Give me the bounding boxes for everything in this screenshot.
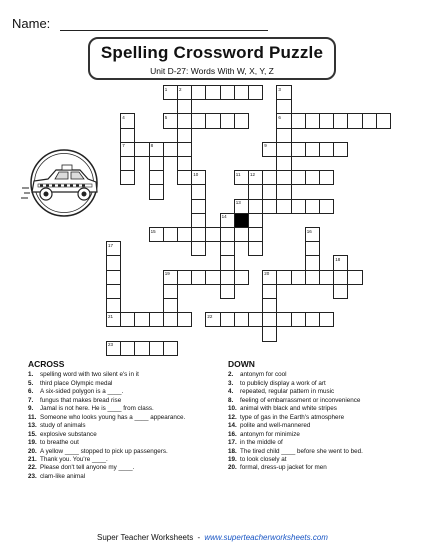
crossword-cell[interactable]: [234, 85, 249, 100]
crossword-cell[interactable]: [177, 227, 192, 242]
crossword-cell[interactable]: [191, 241, 206, 256]
footer-separator: -: [197, 533, 201, 542]
crossword-cell[interactable]: [234, 270, 249, 285]
clue-number-label: 10: [193, 171, 199, 177]
crossword-cell[interactable]: [291, 270, 306, 285]
name-line[interactable]: [60, 30, 268, 31]
crossword-cell[interactable]: [291, 312, 306, 327]
crossword-cell[interactable]: [305, 227, 320, 242]
crossword-cell[interactable]: [276, 142, 291, 157]
crossword-cell[interactable]: [205, 227, 220, 242]
clue-number: 20.: [28, 447, 37, 455]
clue-text: explosive substance: [40, 430, 97, 438]
clue-number: 19.: [228, 455, 237, 463]
crossword-cell[interactable]: [262, 284, 277, 299]
crossword-cell[interactable]: [220, 213, 235, 228]
down-clue: [228, 405, 363, 413]
crossword-cell[interactable]: [220, 312, 235, 327]
clue-number-label: 21: [108, 313, 114, 319]
crossword-cell[interactable]: [191, 85, 206, 100]
clue-text: A six-sided polygon is a ____.: [40, 388, 124, 396]
clue-number-label: 7: [122, 143, 125, 149]
clue-number-label: 13: [235, 200, 241, 206]
clue-number-label: 16: [306, 228, 312, 234]
crossword-cell[interactable]: [177, 270, 192, 285]
clue-text: to look closely at: [240, 455, 287, 463]
crossword-cell[interactable]: [220, 85, 235, 100]
clue-number: 9.: [28, 405, 34, 413]
crossword-cell[interactable]: [177, 142, 192, 157]
across-clue: [28, 439, 185, 447]
crossword-cell[interactable]: [106, 255, 121, 270]
across-clues: [28, 360, 185, 481]
clue-number: 3.: [228, 379, 234, 387]
clue-number-label: 23: [108, 342, 114, 348]
crossword-cell[interactable]: [248, 227, 263, 242]
clue-number-label: 11: [235, 171, 241, 177]
across-heading: ACROSS: [28, 359, 65, 369]
crossword-cell[interactable]: [149, 341, 164, 356]
clue-number: 14.: [228, 422, 237, 430]
clue-number: 6.: [28, 388, 34, 396]
crossword-cell[interactable]: [248, 312, 263, 327]
clue-text: Please don't tell anyone my ____.: [40, 464, 135, 472]
clue-number-label: 15: [150, 228, 156, 234]
crossword-cell[interactable]: [333, 142, 348, 157]
crossword-cell[interactable]: [177, 312, 192, 327]
across-clue: [28, 431, 185, 439]
crossword-cell[interactable]: [220, 255, 235, 270]
clue-number-label: 17: [108, 242, 114, 248]
clue-number: 15.: [28, 430, 37, 438]
crossword-cell[interactable]: [177, 99, 192, 114]
clue-text: animal with black and white stripes: [240, 405, 337, 413]
crossword-cell[interactable]: [276, 199, 291, 214]
crossword-cell[interactable]: [347, 270, 362, 285]
clue-number-label: 6: [278, 114, 281, 120]
clue-number: 20.: [228, 464, 237, 472]
down-clue: [228, 380, 363, 388]
clue-number-label: 8: [150, 143, 154, 149]
crossword-cell[interactable]: [163, 85, 178, 100]
down-clue: [228, 448, 363, 456]
crossword-cell[interactable]: [120, 142, 135, 157]
crossword-cell[interactable]: [248, 199, 263, 214]
crossword-cell[interactable]: [319, 170, 334, 185]
crossword-cell[interactable]: [120, 170, 135, 185]
crossword-cell[interactable]: [163, 341, 178, 356]
crossword-cell[interactable]: [319, 270, 334, 285]
clue-text: Thank you. You're ____.: [40, 455, 108, 463]
crossword-cell[interactable]: [163, 284, 178, 299]
crossword-cell[interactable]: [248, 85, 263, 100]
clue-number: 11.: [28, 413, 37, 421]
crossword-cell[interactable]: [262, 326, 277, 341]
crossword-cell[interactable]: [333, 270, 348, 285]
clue-number-label: 2: [179, 86, 182, 92]
down-clue: [228, 439, 363, 447]
clue-text: spelling word with two silent e's in it: [40, 371, 139, 379]
crossword-cell[interactable]: [120, 156, 135, 171]
clue-number-label: 5: [164, 114, 168, 120]
clue-number-label: 1: [164, 86, 168, 92]
footer-url[interactable]: www.superteacherworksheets.com: [204, 533, 328, 542]
crossword-cell[interactable]: [276, 113, 291, 128]
clue-number: 5.: [28, 379, 34, 387]
clue-number: 7.: [28, 396, 34, 404]
crossword-cell[interactable]: [305, 170, 320, 185]
crossword-cell[interactable]: [291, 142, 306, 157]
crossword-cell[interactable]: [234, 227, 249, 242]
crossword-cell[interactable]: [220, 270, 235, 285]
crossword-cell[interactable]: [134, 142, 149, 157]
crossword-cell[interactable]: [276, 270, 291, 285]
clue-number: 16.: [228, 430, 237, 438]
crossword-cell[interactable]: [291, 113, 306, 128]
crossword-cell[interactable]: [106, 270, 121, 285]
crossword-cell[interactable]: [106, 312, 121, 327]
clue-number: 17.: [228, 439, 237, 447]
crossword-cell[interactable]: [120, 113, 135, 128]
clue-text: A yellow ____ stopped to pick up passengers.: [40, 447, 168, 455]
clue-text: study of animals: [40, 422, 86, 430]
crossword-cell[interactable]: [220, 284, 235, 299]
clue-number: 18.: [228, 447, 237, 455]
clue-number: 19.: [28, 439, 37, 447]
crossword-cell[interactable]: [205, 270, 220, 285]
clue-number-label: 19: [164, 271, 170, 277]
crossword-cell[interactable]: [276, 170, 291, 185]
crossword-cell[interactable]: [149, 170, 164, 185]
crossword-cell[interactable]: [149, 312, 164, 327]
crossword-cell[interactable]: [177, 170, 192, 185]
crossword-cell[interactable]: [305, 241, 320, 256]
clue-text: in the middle of: [240, 439, 283, 447]
crossword-cell[interactable]: [120, 312, 135, 327]
clue-text: Jamal is not here. He is ____ from class.: [40, 405, 154, 413]
crossword-cell[interactable]: [291, 170, 306, 185]
across-clue: [28, 448, 185, 456]
crossword-cell[interactable]: [149, 156, 164, 171]
crossword-cell[interactable]: [248, 241, 263, 256]
clue-number-label: 9: [264, 143, 267, 149]
down-clues: [228, 360, 363, 473]
clue-text: type of gas in the Earth's atmosphere: [240, 413, 345, 421]
crossword-cell[interactable]: [305, 113, 320, 128]
crossword-cell[interactable]: [248, 170, 263, 185]
crossword-cell[interactable]: [362, 113, 377, 128]
clue-number: 4.: [228, 388, 234, 396]
crossword-cell[interactable]: [305, 270, 320, 285]
crossword-cell[interactable]: [149, 227, 164, 242]
crossword-cell[interactable]: [106, 241, 121, 256]
crossword-cell[interactable]: [262, 142, 277, 157]
clue-text: to publicly display a work of art: [240, 379, 326, 387]
crossword-cell[interactable]: [191, 270, 206, 285]
clue-number-label: 14: [221, 214, 227, 220]
crossword-cell[interactable]: [234, 113, 249, 128]
clue-text: feeling of embarrassment or inconvenience: [240, 396, 361, 404]
crossword-cell[interactable]: [262, 312, 277, 327]
clue-number: 21.: [28, 455, 37, 463]
down-clue: [228, 431, 363, 439]
crossword-cell[interactable]: [319, 312, 334, 327]
taxi-illustration: [18, 148, 110, 218]
crossword-cell[interactable]: [191, 199, 206, 214]
footer: [0, 533, 425, 542]
across-clue: [28, 397, 185, 405]
down-clue: [228, 414, 363, 422]
crossword-cell[interactable]: [205, 85, 220, 100]
crossword-cell[interactable]: [291, 199, 306, 214]
down-clue: [228, 388, 363, 396]
clue-number: 22.: [28, 464, 37, 472]
crossword-cell[interactable]: [134, 341, 149, 356]
crossword-cell[interactable]: [149, 184, 164, 199]
title-box: [88, 37, 336, 80]
crossword-cell[interactable]: [333, 113, 348, 128]
across-clue: [28, 464, 185, 472]
clue-text: antonym for minimize: [240, 430, 300, 438]
crossword-cell[interactable]: [347, 113, 362, 128]
down-clue: [228, 371, 363, 379]
crossword-cell[interactable]: [276, 312, 291, 327]
clue-text: clam-like animal: [40, 472, 86, 480]
crossword-black-cell: [234, 213, 249, 228]
crossword-cell[interactable]: [248, 213, 263, 228]
crossword-cell[interactable]: [106, 298, 121, 313]
crossword-cell[interactable]: [177, 156, 192, 171]
clue-text: to breathe out: [40, 439, 79, 447]
clue-number: 10.: [228, 405, 237, 413]
down-heading: DOWN: [228, 359, 255, 369]
clue-text: Someone who looks young has a ____ appearance.: [40, 413, 186, 421]
down-clue: [228, 422, 363, 430]
clue-number: 2.: [228, 371, 234, 379]
crossword-cell[interactable]: [205, 312, 220, 327]
crossword-cell[interactable]: [376, 113, 391, 128]
crossword-cell[interactable]: [220, 113, 235, 128]
across-clue: [28, 380, 185, 388]
clue-text: third place Olympic medal: [40, 379, 113, 387]
crossword-cell[interactable]: [163, 142, 178, 157]
crossword-cell[interactable]: [177, 113, 192, 128]
crossword-cell[interactable]: [191, 113, 206, 128]
crossword-cell[interactable]: [149, 142, 164, 157]
down-clue: [228, 397, 363, 405]
crossword-cell[interactable]: [163, 298, 178, 313]
crossword-cell[interactable]: [262, 270, 277, 285]
crossword-cell[interactable]: [276, 156, 291, 171]
clue-number: 23.: [28, 472, 37, 480]
crossword-cell[interactable]: [319, 142, 334, 157]
clue-number-label: 4: [122, 114, 125, 120]
crossword-cell[interactable]: [276, 99, 291, 114]
crossword-cell[interactable]: [191, 227, 206, 242]
crossword-cell[interactable]: [106, 284, 121, 299]
crossword-cell[interactable]: [177, 128, 192, 143]
crossword-cell[interactable]: [262, 170, 277, 185]
crossword-cell[interactable]: [234, 199, 249, 214]
clue-number-label: 22: [207, 313, 213, 319]
crossword-cell[interactable]: [305, 312, 320, 327]
page-subtitle: Unit D-27: Words With W, X, Y, Z: [150, 66, 274, 76]
across-clue: [28, 371, 185, 379]
down-clue: [228, 456, 363, 464]
clue-text: antonym for cool: [240, 371, 287, 379]
crossword-cell[interactable]: [191, 170, 206, 185]
clue-number: 8.: [228, 396, 234, 404]
across-clue: [28, 414, 185, 422]
down-clue: [228, 464, 363, 472]
crossword-cell[interactable]: [134, 312, 149, 327]
clue-text: polite and well-mannered: [240, 422, 311, 430]
crossword-cell[interactable]: [106, 341, 121, 356]
page-title: Spelling Crossword Puzzle: [100, 43, 324, 62]
across-clue: [28, 456, 185, 464]
clue-text: fungus that makes bread rise: [40, 396, 122, 404]
crossword-cell[interactable]: [319, 113, 334, 128]
across-clue: [28, 422, 185, 430]
crossword-cell[interactable]: [191, 213, 206, 228]
crossword-cell[interactable]: [305, 255, 320, 270]
clue-number: 12.: [228, 413, 237, 421]
crossword-cell[interactable]: [333, 284, 348, 299]
crossword-cell[interactable]: [163, 227, 178, 242]
clue-number-label: 18: [335, 256, 341, 262]
crossword-cell[interactable]: [120, 128, 135, 143]
clue-number: 1.: [28, 371, 34, 379]
across-clue: [28, 473, 185, 481]
clue-text: formal, dress-up jacket for men: [240, 464, 327, 472]
crossword-cell[interactable]: [234, 170, 249, 185]
crossword-cell[interactable]: [163, 312, 178, 327]
clue-text: repeated, regular pattern in music: [240, 388, 335, 396]
crossword-cell[interactable]: [333, 255, 348, 270]
crossword-cell[interactable]: [120, 341, 135, 356]
crossword-cell[interactable]: [191, 184, 206, 199]
clue-number-label: 12: [250, 171, 256, 177]
clue-number: 13.: [28, 422, 37, 430]
clue-text: The tired child ____ before she went to bed.: [240, 447, 363, 455]
crossword-cell[interactable]: [163, 113, 178, 128]
crossword-cell[interactable]: [276, 184, 291, 199]
across-clue: [28, 388, 185, 396]
crossword-cell[interactable]: [276, 85, 291, 100]
crossword-cell[interactable]: [220, 241, 235, 256]
clue-number-label: 20: [264, 271, 270, 277]
across-clue: [28, 405, 185, 413]
crossword-cell[interactable]: [163, 270, 178, 285]
crossword-cell[interactable]: [305, 199, 320, 214]
footer-site-name: Super Teacher Worksheets: [97, 533, 194, 542]
crossword-cell[interactable]: [262, 298, 277, 313]
crossword-cell[interactable]: [220, 227, 235, 242]
clue-number-label: 3: [278, 86, 281, 92]
crossword-cell[interactable]: [177, 85, 192, 100]
crossword-cell[interactable]: [262, 199, 277, 214]
crossword-cell[interactable]: [234, 312, 249, 327]
crossword-cell[interactable]: [248, 184, 263, 199]
crossword-cell[interactable]: [276, 128, 291, 143]
crossword-cell[interactable]: [205, 113, 220, 128]
crossword-cell[interactable]: [305, 142, 320, 157]
name-label: Name:: [12, 16, 51, 31]
crossword-cell[interactable]: [319, 199, 334, 214]
